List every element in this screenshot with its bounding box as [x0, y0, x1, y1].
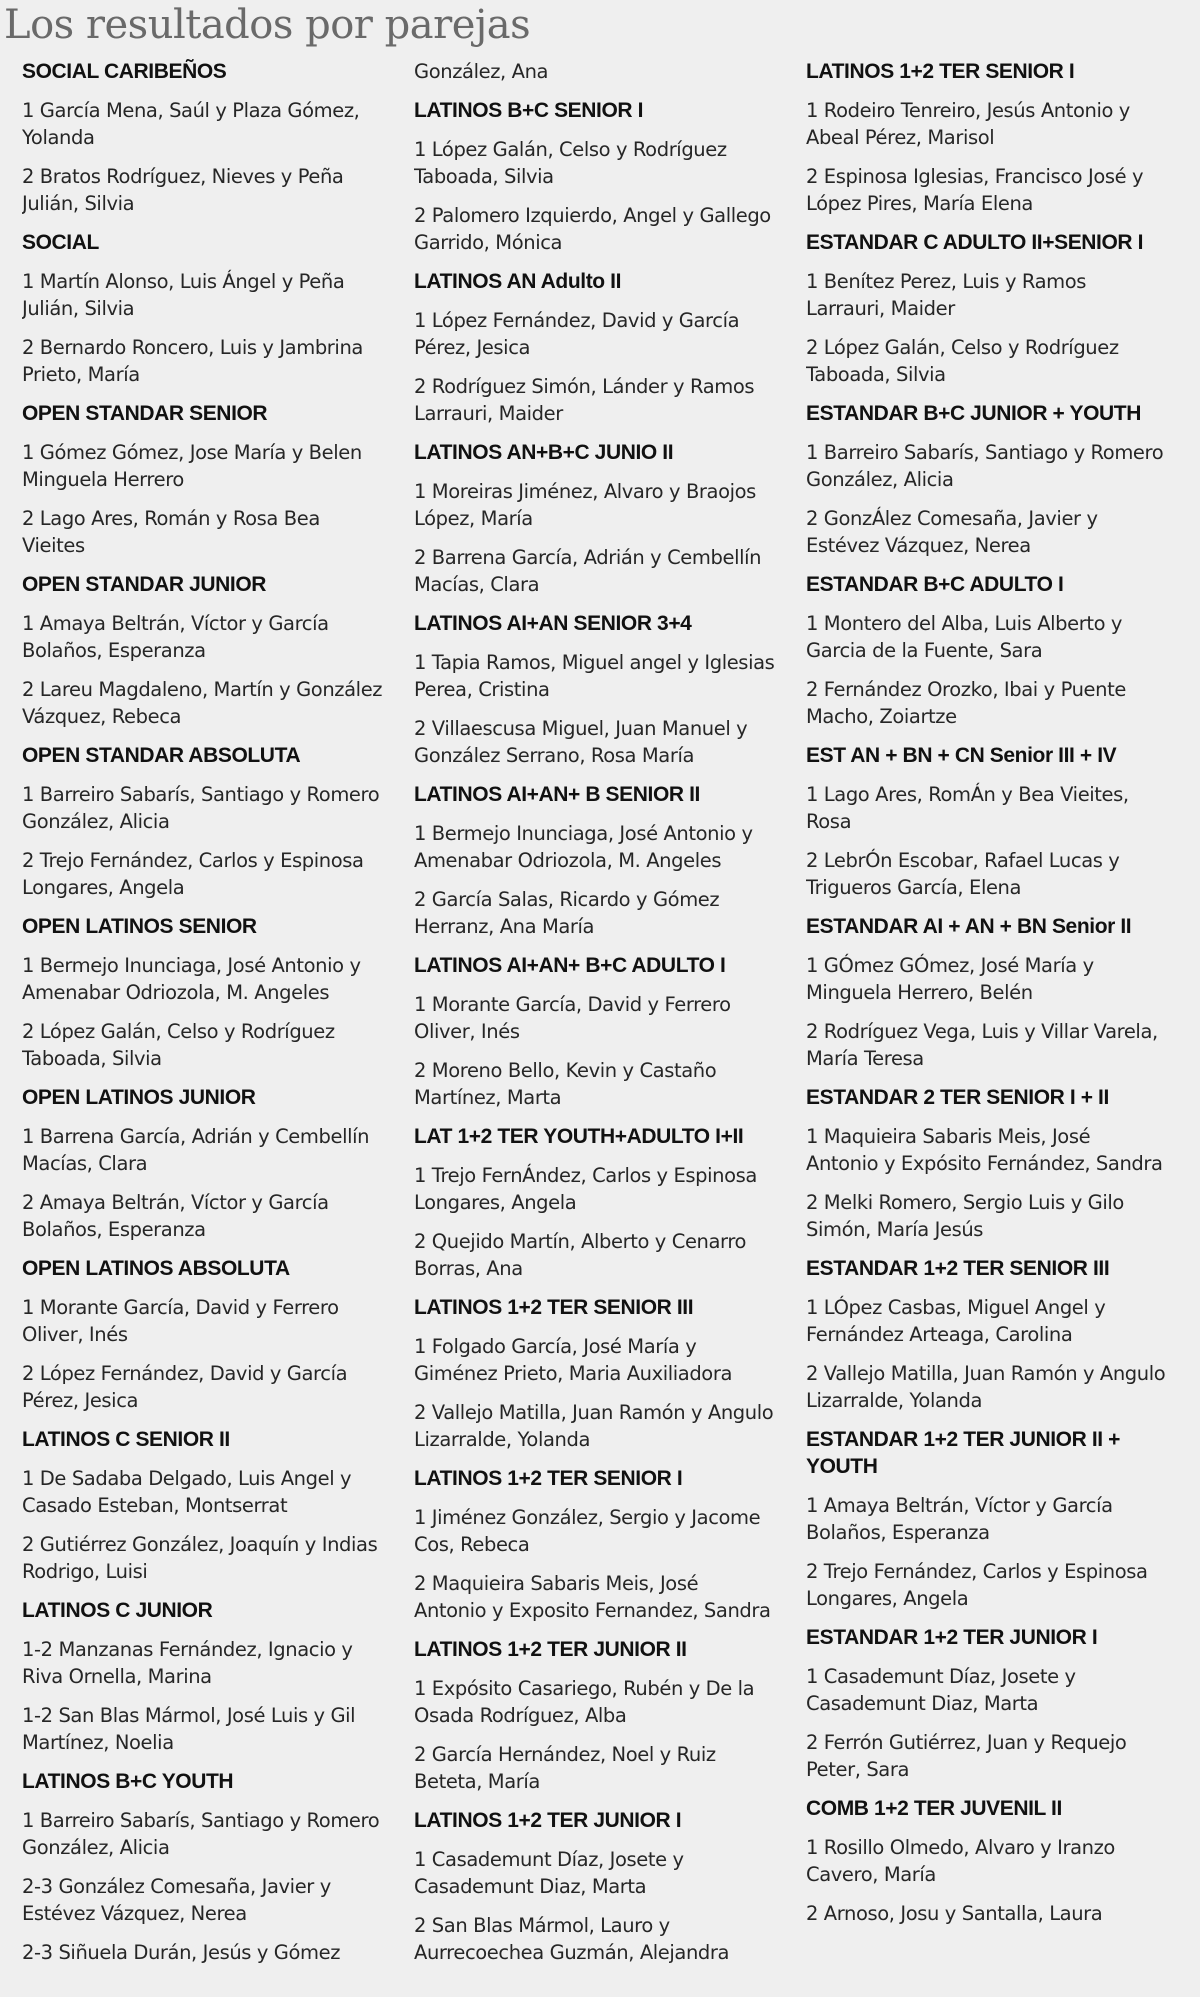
category-heading: LATINOS 1+2 TER SENIOR I — [414, 1467, 683, 1490]
category-heading: OPEN STANDAR JUNIOR — [22, 573, 267, 596]
result-entry: 1 López Galán, Celso y Rodríguez Taboada, Silvia — [414, 138, 727, 188]
results-column-1 — [22, 58, 384, 1997]
result-entry: 1 Lago Ares, RomÁn y Bea Vieites, Rosa — [806, 783, 1129, 833]
result-entry: 1 Barrena García, Adrián y Cembellín Macías, Clara — [22, 1125, 370, 1175]
result-entry: 1 Expósito Casariego, Rubén y De la Osada Rodríguez, Alba — [414, 1677, 755, 1727]
result-entry: 1 Casademunt Díaz, Josete y Casademunt Diaz, Marta — [414, 1848, 684, 1898]
result-entry: 2 Melki Romero, Sergio Luis y Gilo Simón, María Jesús — [806, 1191, 1124, 1241]
result-entry: 2 San Blas Mármol, Lauro y Aurrecoechea Guzmán, Alejandra — [414, 1914, 730, 1964]
result-entry: 1 Barreiro Sabarís, Santiago y Romero González, Alicia — [22, 783, 380, 833]
category-heading: OPEN LATINOS SENIOR — [22, 915, 257, 938]
category-heading: ESTANDAR 1+2 TER JUNIOR II + YOUTH — [806, 1428, 1120, 1478]
result-entry: 2 Barrena García, Adrián y Cembellín Macías, Clara — [414, 546, 762, 596]
result-entry: 1 Moreiras Jiménez, Alvaro y Braojos López, María — [414, 480, 756, 530]
category-heading: LATINOS B+C YOUTH — [22, 1770, 234, 1793]
category-heading: LATINOS AN+B+C JUNIO II — [414, 441, 674, 464]
category-heading: LATINOS B+C SENIOR I — [414, 99, 644, 122]
category-heading: OPEN STANDAR ABSOLUTA — [22, 744, 301, 767]
category-heading: EST AN + BN + CN Senior III + IV — [806, 744, 1117, 767]
result-entry: 2 Bratos Rodríguez, Nieves y Peña Julián, Silvia — [22, 165, 344, 215]
category-heading: LATINOS AI+AN SENIOR 3+4 — [414, 612, 692, 635]
category-heading: ESTANDAR 2 TER SENIOR I + II — [806, 1086, 1109, 1109]
results-column-3 — [806, 58, 1168, 1997]
result-entry: 1 Maquieira Sabaris Meis, José Antonio y Expósito Fernández, Sandra — [806, 1125, 1163, 1175]
result-entry: 1 Montero del Alba, Luis Alberto y Garcia de la Fuente, Sara — [806, 612, 1123, 662]
category-heading: OPEN STANDAR SENIOR — [22, 402, 268, 425]
result-entry: González, Ana — [414, 60, 549, 83]
category-heading: LATINOS AI+AN+ B SENIOR II — [414, 783, 700, 806]
result-entry: 1 Morante García, David y Ferrero Oliver, Inés — [22, 1296, 339, 1346]
results-columns — [22, 58, 1178, 1997]
result-entry: 2 Trejo Fernández, Carlos y Espinosa Longares, Angela — [806, 1560, 1148, 1610]
result-entry: 2 Quejido Martín, Alberto y Cenarro Borras, Ana — [414, 1230, 747, 1280]
category-heading: LATINOS 1+2 TER SENIOR I — [806, 60, 1075, 83]
result-entry: 2 López Fernández, David y García Pérez, Jesica — [22, 1362, 348, 1412]
results-column-2 — [414, 58, 776, 1997]
result-entry: 2 Vallejo Matilla, Juan Ramón y Angulo Lizarralde, Yolanda — [806, 1362, 1166, 1412]
result-entry: 2 Lago Ares, Román y Rosa Bea Vieites — [22, 507, 320, 557]
result-entry: 1-2 San Blas Mármol, José Luis y Gil Martínez, Noelia — [22, 1704, 356, 1754]
result-entry: 2 Rodríguez Simón, Lánder y Ramos Larrauri, Maider — [414, 375, 755, 425]
result-entry: 1 Bermejo Inunciaga, José Antonio y Amenabar Odriozola, M. Angeles — [414, 822, 753, 872]
result-entry: 2-3 Siñuela Durán, Jesús y Gómez — [22, 1941, 341, 1964]
result-entry: 2 López Galán, Celso y Rodríguez Taboada, Silvia — [22, 1020, 335, 1070]
result-entry: 1 Casademunt Díaz, Josete y Casademunt Diaz, Marta — [806, 1665, 1076, 1715]
result-entry: 1 Gómez Gómez, Jose María y Belen Minguela Herrero — [22, 441, 362, 491]
result-entry: 2 López Galán, Celso y Rodríguez Taboada, Silvia — [806, 336, 1119, 386]
result-entry: 2 Rodríguez Vega, Luis y Villar Varela, María Teresa — [806, 1020, 1158, 1070]
result-entry: 2 Arnoso, Josu y Santalla, Laura — [806, 1902, 1103, 1925]
category-heading: ESTANDAR B+C ADULTO I — [806, 573, 1064, 596]
result-entry: 1 Barreiro Sabarís, Santiago y Romero González, Alicia — [806, 441, 1164, 491]
category-heading: LATINOS AI+AN+ B+C ADULTO I — [414, 954, 726, 977]
result-entry: 1 LÓpez Casbas, Miguel Angel y Fernández Arteaga, Carolina — [806, 1296, 1106, 1346]
category-heading: ESTANDAR AI + AN + BN Senior II — [806, 915, 1132, 938]
result-entry: 2 García Hernández, Noel y Ruiz Beteta, María — [414, 1743, 716, 1793]
result-entry: 1-2 Manzanas Fernández, Ignacio y Riva Ornella, Marina — [22, 1638, 353, 1688]
result-entry: 1 Amaya Beltrán, Víctor y García Bolaños, Esperanza — [22, 612, 329, 662]
result-entry: 1 Rodeiro Tenreiro, Jesús Antonio y Abeal Pérez, Marisol — [806, 99, 1130, 149]
category-heading: SOCIAL CARIBEÑOS — [22, 60, 227, 83]
result-entry: 1 Rosillo Olmedo, Alvaro y Iranzo Cavero, María — [806, 1836, 1115, 1886]
result-entry: 1 Folgado García, José María y Giménez Prieto, Maria Auxiliadora — [414, 1335, 733, 1385]
result-entry: 2 Bernardo Roncero, Luis y Jambrina Prieto, María — [22, 336, 363, 386]
category-heading: LATINOS AN Adulto II — [414, 270, 622, 293]
category-heading: ESTANDAR B+C JUNIOR + YOUTH — [806, 402, 1141, 425]
result-entry: 2 Gutiérrez González, Joaquín y Indias Rodrigo, Luisi — [22, 1533, 378, 1583]
result-entry: 2 Vallejo Matilla, Juan Ramón y Angulo Lizarralde, Yolanda — [414, 1401, 774, 1451]
category-heading: OPEN LATINOS ABSOLUTA — [22, 1257, 290, 1280]
result-entry: 2 Ferrón Gutiérrez, Juan y Requejo Peter, Sara — [806, 1731, 1127, 1781]
category-heading: LATINOS 1+2 TER JUNIOR II — [414, 1638, 687, 1661]
result-entry: 2 GonzÁlez Comesaña, Javier y Estévez Vázquez, Nerea — [806, 507, 1098, 557]
result-entry: 1 López Fernández, David y García Pérez, Jesica — [414, 309, 740, 359]
result-entry: 2 Moreno Bello, Kevin y Castaño Martínez, Marta — [414, 1059, 717, 1109]
category-heading: SOCIAL — [22, 231, 99, 254]
category-heading: LATINOS 1+2 TER SENIOR III — [414, 1296, 694, 1319]
category-heading: ESTANDAR C ADULTO II+SENIOR I — [806, 231, 1144, 254]
result-entry: 2-3 González Comesaña, Javier y Estévez Vázquez, Nerea — [22, 1875, 331, 1925]
result-entry: 1 Jiménez González, Sergio y Jacome Cos, Rebeca — [414, 1506, 761, 1556]
result-entry: 1 Bermejo Inunciaga, José Antonio y Amenabar Odriozola, M. Angeles — [22, 954, 361, 1004]
result-entry: 1 GÓmez GÓmez, José María y Minguela Herrero, Belén — [806, 954, 1094, 1004]
result-entry: 1 De Sadaba Delgado, Luis Angel y Casado Esteban, Montserrat — [22, 1467, 352, 1517]
result-entry: 2 Trejo Fernández, Carlos y Espinosa Longares, Angela — [22, 849, 364, 899]
category-heading: OPEN LATINOS JUNIOR — [22, 1086, 256, 1109]
result-entry: 2 Palomero Izquierdo, Angel y Gallego Garrido, Mónica — [414, 204, 771, 254]
category-heading: LATINOS 1+2 TER JUNIOR I — [414, 1809, 682, 1832]
page-title: Los resultados por parejas — [4, 2, 531, 48]
result-entry: 1 Trejo FernÁndez, Carlos y Espinosa Longares, Angela — [414, 1164, 757, 1214]
result-entry: 2 Maquieira Sabaris Meis, José Antonio y Exposito Fernandez, Sandra — [414, 1572, 771, 1622]
category-heading: LATINOS C JUNIOR — [22, 1599, 213, 1622]
category-heading: ESTANDAR 1+2 TER JUNIOR I — [806, 1626, 1098, 1649]
result-entry: 2 Lareu Magdaleno, Martín y González Vázquez, Rebeca — [22, 678, 383, 728]
category-heading: LAT 1+2 TER YOUTH+ADULTO I+II — [414, 1125, 744, 1148]
result-entry: 1 Amaya Beltrán, Víctor y García Bolaños, Esperanza — [806, 1494, 1113, 1544]
result-entry: 2 Villaescusa Miguel, Juan Manuel y González Serrano, Rosa María — [414, 717, 748, 767]
result-entry: 2 LebrÓn Escobar, Rafael Lucas y Trigueros García, Elena — [806, 849, 1120, 899]
category-heading: COMB 1+2 TER JUVENIL II — [806, 1797, 1062, 1820]
result-entry: 1 Martín Alonso, Luis Ángel y Peña Julián, Silvia — [22, 270, 345, 320]
category-heading: ESTANDAR 1+2 TER SENIOR III — [806, 1257, 1110, 1280]
result-entry: 2 Espinosa Iglesias, Francisco José y López Pires, María Elena — [806, 165, 1144, 215]
result-entry: 2 García Salas, Ricardo y Gómez Herranz, Ana María — [414, 888, 720, 938]
result-entry: 1 García Mena, Saúl y Plaza Gómez, Yolanda — [22, 99, 360, 149]
category-heading: LATINOS C SENIOR II — [22, 1428, 230, 1451]
result-entry: 1 Barreiro Sabarís, Santiago y Romero González, Alicia — [22, 1809, 380, 1859]
result-entry: 1 Benítez Perez, Luis y Ramos Larrauri, Maider — [806, 270, 1087, 320]
result-entry: 1 Morante García, David y Ferrero Oliver, Inés — [414, 993, 731, 1043]
result-entry: 2 Fernández Orozko, Ibai y Puente Macho, Zoiartze — [806, 678, 1126, 728]
result-entry: 1 Tapia Ramos, Miguel angel y Iglesias Perea, Cristina — [414, 651, 775, 701]
result-entry: 2 Amaya Beltrán, Víctor y García Bolaños, Esperanza — [22, 1191, 329, 1241]
